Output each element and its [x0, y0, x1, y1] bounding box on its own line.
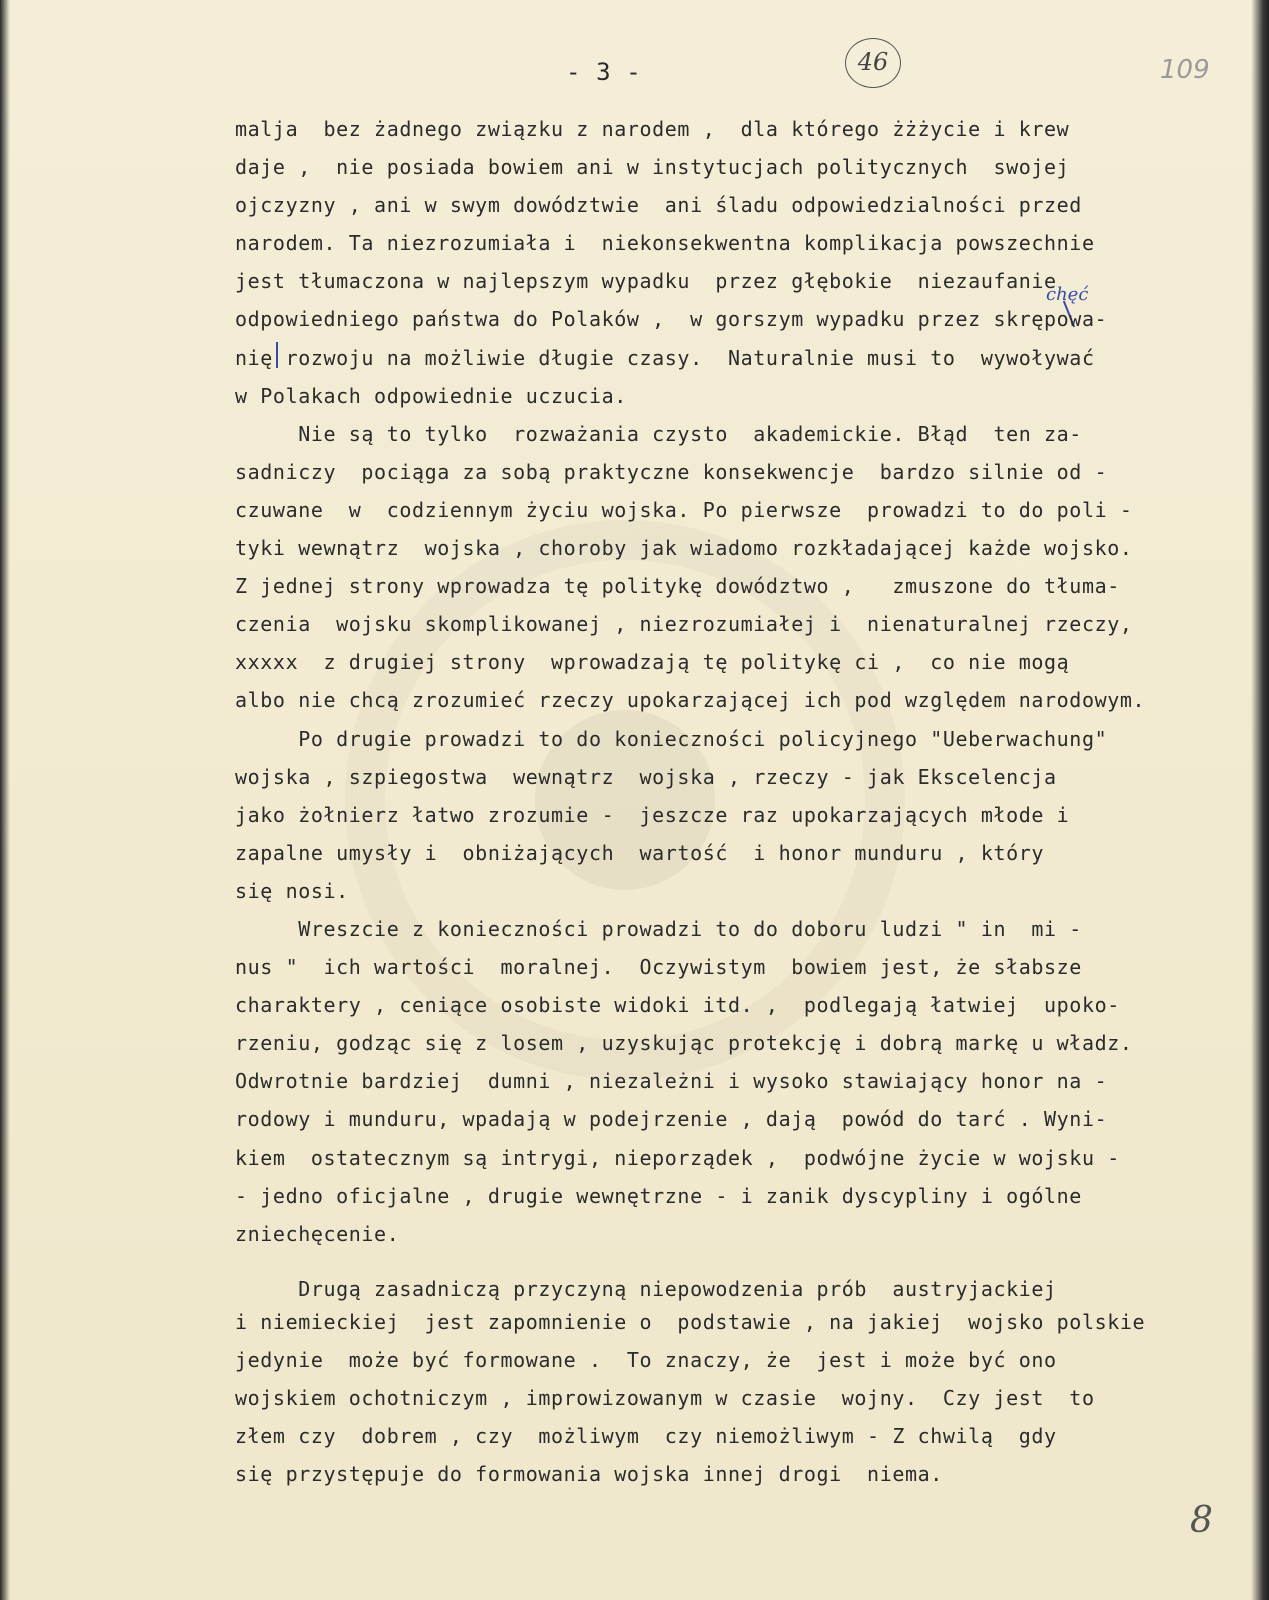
text-line: jako żołnierz łatwo zrozumie - jeszcze raz upokarzających młode i	[235, 802, 1070, 827]
text-line: rodowy i munduru, wpadają w podejrzenie , dają powód do tarć . Wyni-	[235, 1107, 1108, 1132]
text-line: Drugą zasadniczą przyczyną niepowodzenia prób austryjackiej	[235, 1276, 1057, 1301]
text-line: się przystępuje do formowania wojska innej drogi niema.	[235, 1462, 943, 1487]
handwritten-correction-chec: chęć	[1046, 284, 1089, 305]
text-line: złem czy dobrem , czy możliwym czy niemożliwym - Z chwilą gdy	[235, 1424, 1057, 1449]
text-line: charaktery , ceniące osobiste widoki itd. , podlegają łatwiej upoko-	[235, 993, 1120, 1018]
text-line: i niemieckiej jest zapomnienie o podstawie , na jakiej wojsko polskie	[235, 1309, 1146, 1334]
text-line: wojskiem ochotniczym , improwizowanym w czasie wojny. Czy jest to	[235, 1386, 1095, 1410]
text-line: nię rozwoju na możliwie długie czasy. Naturalnie musi to wywoływać	[235, 345, 1095, 370]
text-line: wojska , szpiegostwa wewnątrz wojska , rzeczy - jak Ekscelencja	[235, 764, 1057, 789]
text-line: Z jednej strony wprowadza tę politykę dowództwo , zmuszone do tłuma-	[235, 574, 1120, 599]
text-line: ojczyzny , ani w swym dowództwie ani śladu odpowiedzialności przed	[235, 193, 1082, 218]
text-line: - jedno oficjalne , drugie wewnętrzne - i zanik dyscypliny i ogólne	[235, 1183, 1082, 1208]
text-line: Nie są to tylko rozważania czysto akademickie. Błąd ten za-	[235, 421, 1082, 446]
text-line: tyki wewnątrz wojska , choroby jak wiadomo rozkładającej każde wojsko.	[235, 536, 1133, 561]
text-line: jedynie może być formowane . To znaczy, że jest i może być ono	[235, 1347, 1057, 1372]
text-line: się nosi.	[235, 878, 349, 903]
archive-number-circled: 46	[845, 38, 901, 88]
text-line: narodem. Ta niezrozumiała i niekonsekwentna komplikacja powszechnie	[235, 231, 1095, 256]
text-line: sadniczy pociąga za sobą praktyczne konsekwencje bardzo silnie od -	[235, 459, 1108, 484]
text-line: kiem ostatecznym są intrygi, nieporządek , podwójne życie w wojsku -	[235, 1145, 1120, 1170]
text-line: rzeniu, godząc się z losem , uzyskując protekcję i dobrą markę u władz.	[235, 1031, 1133, 1056]
handwritten-page-mark: 8	[1190, 1500, 1213, 1541]
text-line: albo nie chcą zrozumieć rzeczy upokarzającej ich pod względem narodowym.	[235, 688, 1146, 713]
text-line: jest tłumaczona w najlepszym wypadku przez głębokie niezaufanie	[235, 269, 1057, 294]
typed-body	[235, 110, 1235, 1493]
text-line: w Polakach odpowiednie uczucia.	[235, 383, 627, 408]
text-line: Wreszcie z konieczności prowadzi to do doboru ludzi " in mi -	[235, 916, 1082, 941]
text-line: zapalne umysły i obniżających wartość i honor munduru , który	[235, 840, 1045, 865]
folio-number: 109	[1160, 55, 1210, 85]
text-line: czuwane w codziennym życiu wojska. Po pierwsze prowadzi to do poli -	[235, 497, 1133, 522]
text-line: zniechęcenie.	[235, 1221, 400, 1246]
text-line: odpowiedniego państwa do Polaków , w gorszym wypadku przez skrępowa-	[235, 307, 1108, 332]
text-line: daje , nie posiada bowiem ani w instytucjach politycznych swojej	[235, 155, 1070, 180]
page-number: - 3 -	[566, 58, 642, 86]
text-line: czenia wojsku skomplikowanej , niezrozumiałej i nienaturalnej rzeczy,	[235, 612, 1133, 637]
text-line: Po drugie prowadzi to do konieczności policyjnego "Ueberwachung"	[235, 726, 1108, 751]
text-line: xxxxx z drugiej strony wprowadzają tę politykę ci , co nie mogą	[235, 650, 1070, 675]
text-line: Odwrotnie bardziej dumni , niezależni i wysoko stawiający honor na -	[235, 1069, 1108, 1094]
text-line: malja bez żadnego związku z narodem , dla którego żżżycie i krew	[235, 117, 1070, 141]
text-line: nus " ich wartości moralnej. Oczywistym bowiem jest, że słabsze	[235, 955, 1082, 980]
